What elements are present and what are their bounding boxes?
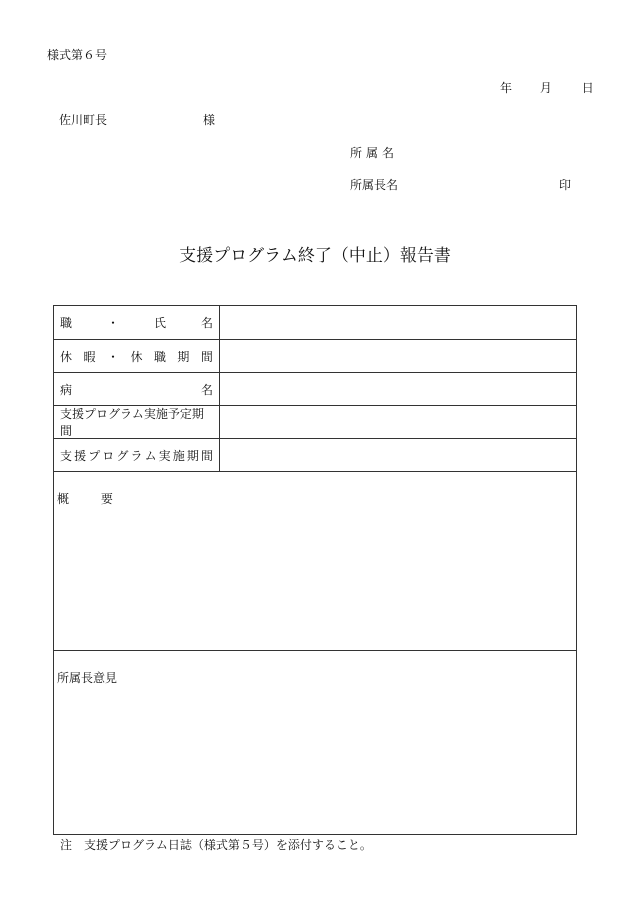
footnote: 注 支援プログラム日誌（様式第５号）を添付すること。 — [60, 838, 372, 852]
date-month: 月 — [539, 81, 552, 95]
row-name — [54, 306, 576, 340]
label-char: 職 — [60, 316, 73, 330]
label-char: ラ — [130, 448, 143, 463]
label-char: ・ — [106, 316, 119, 330]
label-char: 暇 — [83, 349, 96, 364]
label-char: プ — [88, 448, 101, 463]
label-char: グ — [116, 448, 129, 463]
label-char: 概 — [57, 492, 70, 506]
name-field[interactable] — [220, 306, 576, 339]
summary-label — [57, 490, 113, 507]
label-char: 職 — [153, 349, 166, 364]
page-title: 支援プログラム終了（中止）報告書 — [179, 246, 451, 266]
planned-period-field[interactable] — [220, 406, 576, 438]
label-text: 支援プログラム実施予定期間 — [60, 407, 204, 438]
label-char: 間 — [200, 349, 213, 364]
honorific: 様 — [203, 113, 216, 127]
leave-period-field[interactable] — [220, 340, 576, 372]
illness-field[interactable] — [220, 373, 576, 405]
label-char: 病 — [60, 382, 73, 397]
addressee: 佐川町長 — [59, 113, 108, 127]
label-char: 施 — [172, 448, 185, 463]
row-actual-period — [54, 439, 576, 472]
dept-head-label: 所属長名 — [350, 178, 399, 192]
row-label — [54, 306, 220, 339]
label-char: 間 — [200, 448, 213, 463]
opinion-label: 所属長意見 — [57, 671, 118, 685]
label-char: 要 — [100, 492, 113, 506]
row-label — [54, 406, 220, 438]
dept-name-label: 所属名 — [350, 146, 399, 160]
label-char: 休 — [60, 349, 73, 364]
label-char: 氏 — [153, 316, 166, 330]
actual-period-field[interactable] — [220, 439, 576, 471]
label-char: 休 — [130, 349, 143, 364]
date-year: 年 — [500, 81, 513, 95]
seal-mark: 印 — [559, 178, 572, 192]
label-char: 援 — [74, 448, 87, 463]
summary-section[interactable] — [54, 472, 576, 651]
label-char: 名 — [200, 316, 213, 330]
addressee-line — [59, 114, 215, 126]
label-char: 期 — [186, 448, 199, 463]
opinion-section[interactable] — [54, 651, 576, 834]
form-number: 様式第６号 — [47, 48, 108, 62]
label-char: 名 — [200, 382, 213, 397]
date-line — [500, 82, 594, 94]
row-label — [54, 373, 220, 405]
label-char: 実 — [158, 448, 171, 463]
report-table — [53, 305, 577, 835]
label-char: ・ — [106, 349, 119, 364]
label-char: 期 — [177, 349, 190, 364]
row-illness — [54, 373, 576, 406]
row-planned-period — [54, 406, 576, 439]
row-label — [54, 340, 220, 372]
label-char: 支 — [60, 448, 73, 463]
date-day: 日 — [581, 81, 594, 95]
label-char: ム — [144, 448, 157, 463]
label-char: ロ — [102, 448, 115, 463]
row-label — [54, 439, 220, 471]
row-leave-period — [54, 340, 576, 373]
